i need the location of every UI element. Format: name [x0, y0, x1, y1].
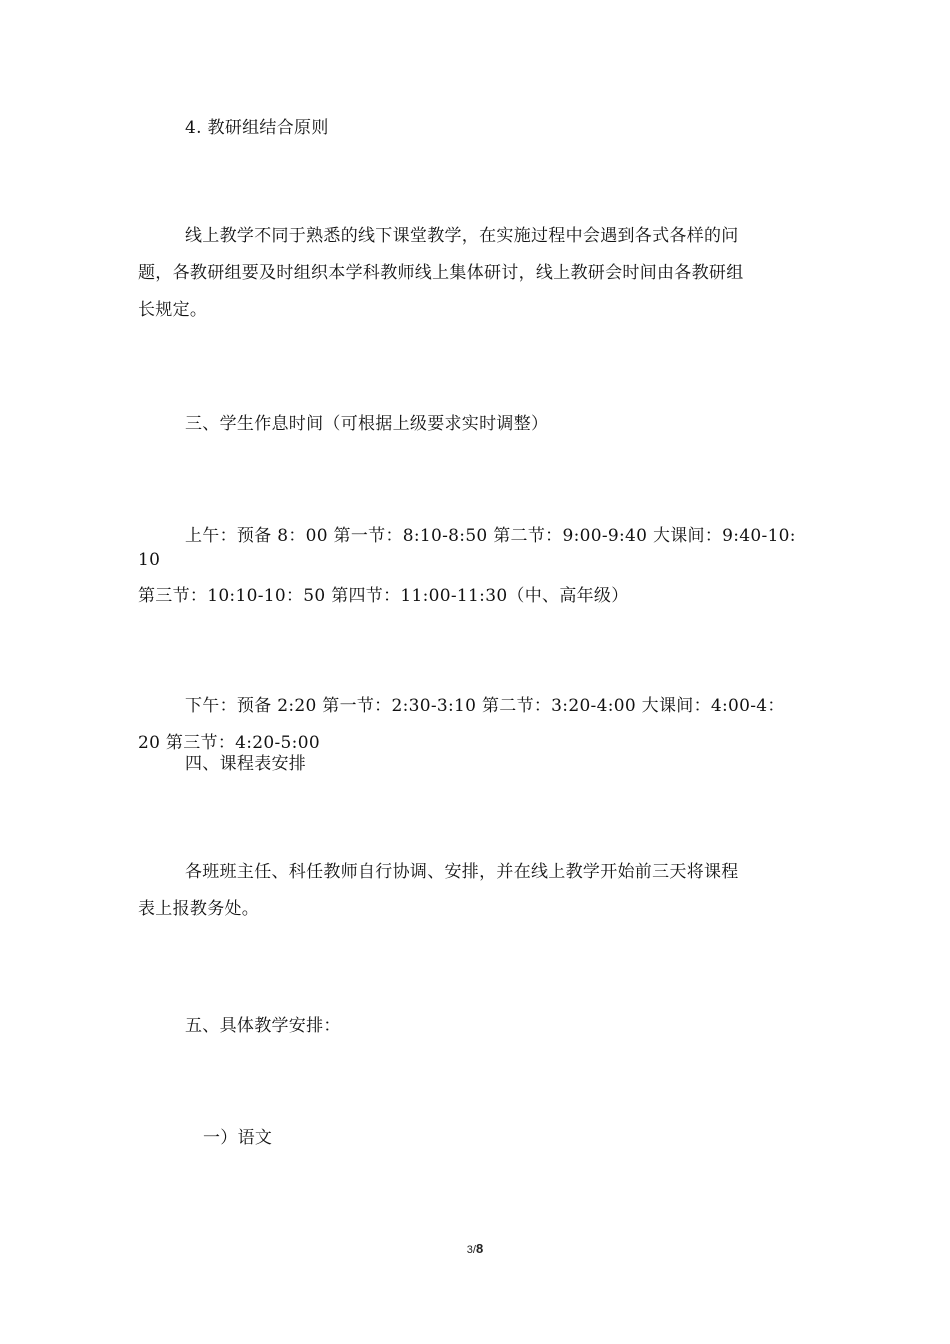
paragraph-line: 表上报教务处。 [138, 899, 260, 919]
page-current: 3 [466, 1244, 473, 1256]
section-heading-principle: 4. 教研组结合原则 [185, 118, 329, 138]
paragraph-line: 长规定。 [138, 300, 208, 320]
section-heading-timetable: 四、课程表安排 [185, 754, 307, 774]
paragraph-line: 各班班主任、科任教师自行协调、安排，并在线上教学开始前三天将课程 [185, 862, 739, 882]
morning-schedule-line: 10 [138, 550, 161, 570]
paragraph-line: 题，各教研组要及时组织本学科教师线上集体研讨，线上教研会时间由各教研组 [138, 263, 744, 283]
paragraph-line: 线上教学不同于熟悉的线下课堂教学，在实施过程中会遇到各式各样的问 [185, 226, 739, 246]
page-separator: / [472, 1244, 476, 1256]
morning-schedule-line: 上午：预备 8：00 第一节：8:10-8:50 第二节：9:00-9:40 大课间：9:40-10: [185, 526, 796, 546]
section-heading-teaching-plan: 五、具体教学安排： [185, 1016, 341, 1036]
afternoon-schedule-line: 20 第三节：4:20-5:00 [138, 733, 320, 753]
page-number [0, 1241, 950, 1256]
page-total: 8 [475, 1241, 484, 1256]
morning-schedule-line: 第三节：10:10-10：50 第四节：11:00-11:30（中、高年级） [138, 586, 629, 606]
afternoon-schedule-line: 下午：预备 2:20 第一节：2:30-3:10 第二节：3:20-4:00 大课间：4:00-4： [185, 696, 785, 716]
sub-heading-chinese: 一）语文 [203, 1128, 273, 1148]
section-heading-schedule-time: 三、学生作息时间（可根据上级要求实时调整） [185, 414, 549, 434]
